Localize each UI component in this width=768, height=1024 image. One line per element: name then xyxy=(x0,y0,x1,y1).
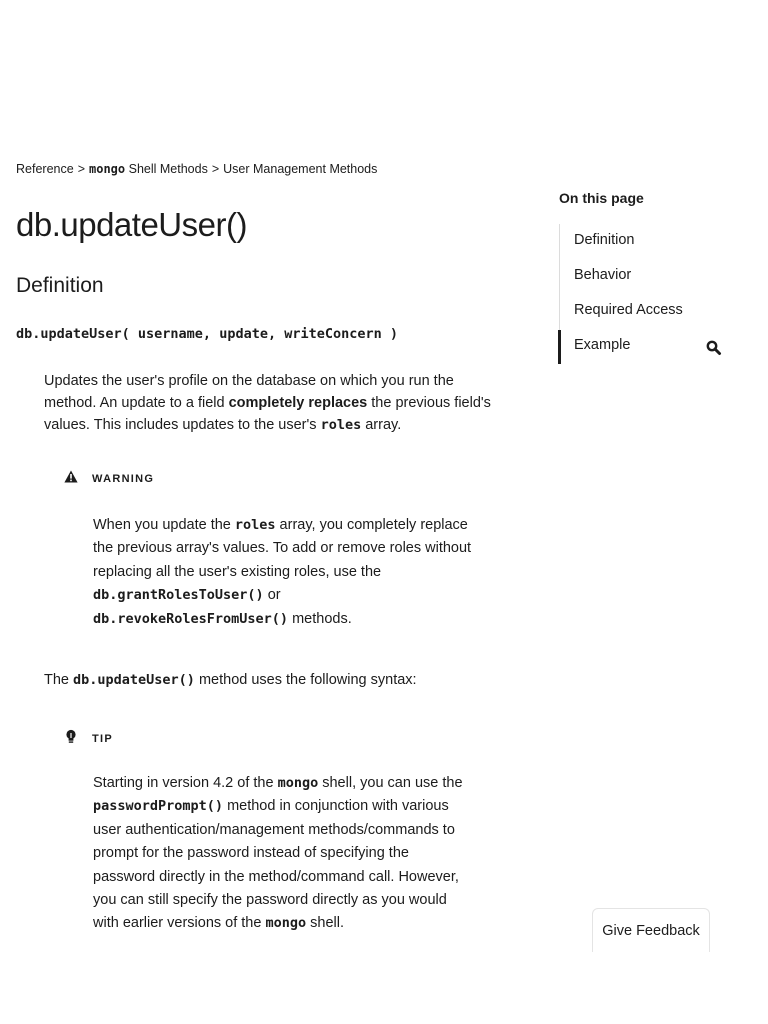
lightbulb-icon xyxy=(64,729,78,749)
syntax-method-code: db.updateUser() xyxy=(73,672,195,688)
password-prompt-code: passwordPrompt() xyxy=(93,798,224,815)
warning-text: array, you completely replace the previous array's values. To add or remove roles without replacing all the user's existing roles, use the xyxy=(93,517,472,580)
definition-description xyxy=(44,370,500,436)
tip-mongo-code: mongo xyxy=(265,915,307,932)
toc-item-example[interactable]: Example xyxy=(560,329,730,364)
search-icon[interactable] xyxy=(704,338,724,358)
warning-body xyxy=(93,514,473,631)
toc-item-required-access[interactable]: Required Access xyxy=(574,302,683,318)
grant-roles-to-user-link[interactable] xyxy=(93,587,264,603)
breadcrumb-separator: > xyxy=(211,162,220,176)
breadcrumb-user-management-link[interactable]: User Management Methods xyxy=(223,162,378,176)
desc-text: array. xyxy=(361,417,402,433)
breadcrumb xyxy=(16,162,377,176)
breadcrumb-separator: > xyxy=(77,162,85,176)
password-prompt-link[interactable] xyxy=(93,798,223,814)
syntax-text: The xyxy=(44,672,74,688)
definition-heading: Definition xyxy=(16,274,104,297)
desc-text: the previous field's values. This includes updates to the user's xyxy=(44,395,491,433)
toc-item-definition[interactable]: Definition xyxy=(574,232,635,248)
tip-label: TIP xyxy=(92,733,114,745)
tip-mongo-code: mongo xyxy=(277,775,319,791)
desc-text: Updates the user's profile on the database on which you run the method. An update to a field xyxy=(44,373,454,411)
tip-text: shell, you can use the xyxy=(318,775,463,791)
syntax-intro xyxy=(44,672,417,688)
warning-triangle-icon xyxy=(64,470,78,488)
breadcrumb-mongo-shell-methods-link[interactable] xyxy=(89,162,208,176)
method-signature: db.updateUser( username, update, writeConcern ) xyxy=(16,326,399,342)
warning-text: methods. xyxy=(288,610,352,627)
warning-callout-header xyxy=(64,470,154,488)
page-title: db.updateUser() xyxy=(16,206,247,243)
tip-text: method in conjunction with various user authentication/management methods/commands to prompt for the password instead of specifying the password directly in the method/command call. However, you can still specify the password directly as you would with earlier versions of the xyxy=(93,798,459,932)
give-feedback-button[interactable]: Give Feedback xyxy=(592,908,710,952)
warning-label: WARNING xyxy=(92,473,155,485)
desc-bold-text: completely replaces xyxy=(228,395,368,411)
revoke-roles-from-user-code: db.revokeRolesFromUser() xyxy=(93,610,289,627)
tip-body xyxy=(93,772,473,936)
tip-callout-header xyxy=(64,729,113,749)
desc-roles-code: roles xyxy=(320,417,362,433)
toc-heading: On this page xyxy=(559,190,644,206)
warning-text: or xyxy=(263,587,281,604)
breadcrumb-shell-methods-text: Shell Methods xyxy=(128,162,208,176)
warning-text: When you update the xyxy=(93,517,235,533)
tip-text: Starting in version 4.2 of the xyxy=(93,775,278,791)
grant-roles-to-user-code: db.grantRolesToUser() xyxy=(93,587,264,604)
toc-item-behavior[interactable]: Behavior xyxy=(574,267,632,283)
breadcrumb-mongo-code: mongo xyxy=(89,162,126,176)
breadcrumb-reference-link[interactable]: Reference xyxy=(16,162,74,176)
warning-roles-code: roles xyxy=(234,517,276,533)
syntax-text: method uses the following syntax: xyxy=(194,672,417,688)
revoke-roles-from-user-link[interactable] xyxy=(93,611,288,627)
tip-text: shell. xyxy=(306,915,344,932)
